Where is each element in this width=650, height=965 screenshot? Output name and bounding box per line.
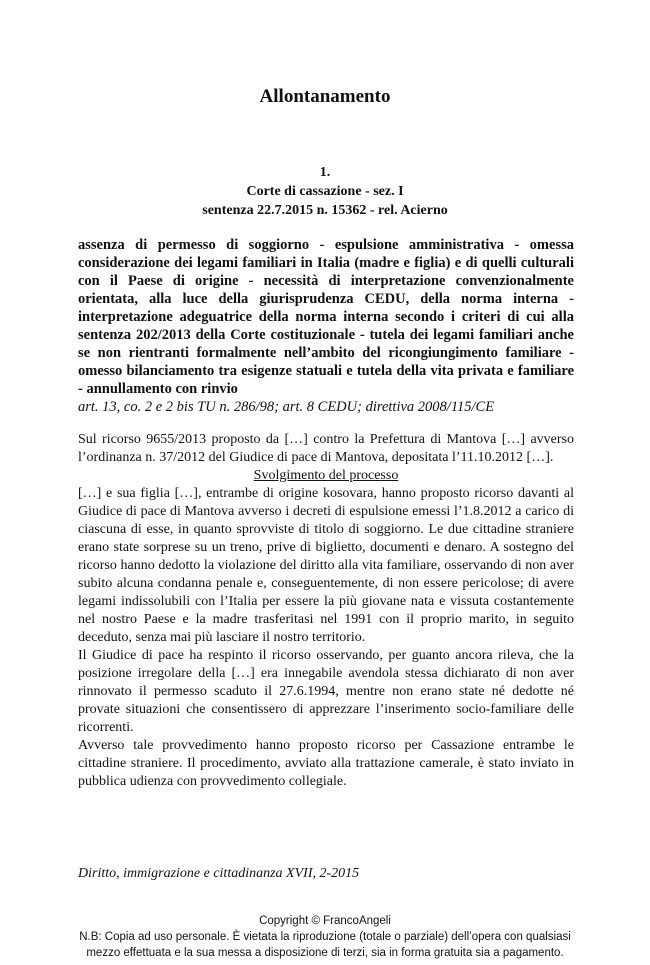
case-court: Corte di cassazione - sez. I: [246, 184, 404, 199]
decision-body: [78, 431, 574, 791]
copyright-notice: [0, 913, 650, 961]
section-title: Allontanamento: [259, 86, 391, 107]
case-header: [0, 163, 650, 220]
paragraph-judge-ruling: Il Giudice di pace ha respinto il ricorso osservando, per guanto ancora rileva, che la posizione irregolare della […] era innegabile avendola stessa dichiarato di non aver rinnovato il permesso scaduto il 27.6.1994, mentre non erano state né dedotte né provate situazioni che consentissero di apprezzare l’inserimento socio-familiare delle ricorrenti.: [78, 648, 574, 735]
intro-paragraph: Sul ricorso 9655/2013 proposto da […] contro la Prefettura di Mantova […] avverso l’ordinanza n. 37/2012 del Giudice di pace di Mantova, depositata l’11.10.2012 […].: [78, 432, 574, 465]
massima: [78, 236, 574, 416]
copyright-line: mezzo effettuata e la sua messa a disposizione di terzi, sia in forma gratuita sia a pagamento.: [86, 947, 564, 959]
paragraph-facts: […] e sua figlia […], entrambe di origine kosovara, hanno proposto ricorso davanti al Giudice di pace di Mantova avverso i decreti di espulsione emessi l’1.8.2012 a carico di ciascuna di esse, in quanto sprovviste di titolo di soggiorno. Le due cittadine straniere erano state sorprese su un treno, prive di biglietto, documenti e denaro. A sostegno del ricorso hanno dedotto la violazione del diritto alla vita familiare, osservando di non aver subito alcuna condanna penale e, conseguentemente, di non essere pericolose; di avere legami indissolubili con l’Italia per essere la più giovane nata e vissuta costantemente nel nostro Paese e la madre trasferitasi nel 1991 con il proprio marito, in seguito deceduto, senza mai più lasciare il nostro territorio.: [78, 486, 574, 645]
case-ruling: sentenza 22.7.2015 n. 15362 - rel. Acierno: [202, 203, 448, 218]
case-number: 1.: [319, 165, 331, 180]
copyright-line: Copyright © FrancoAngeli: [259, 915, 391, 927]
copyright-line: N.B: Copia ad uso personale. È vietata la riproduzione (totale o parziale) dell’opera con qualsiasi: [79, 931, 571, 943]
massima-references: art. 13, co. 2 e 2 bis TU n. 286/98; art. 8 CEDU; direttiva 2008/115/CE: [78, 399, 495, 415]
massima-keywords: assenza di permesso di soggiorno - espulsione amministrativa - omessa considerazione dei legami familiari in Italia (madre e figlia) e di quelli culturali con il Paese di origine - necessità di interpretazione convenzionalmente orientata, alla luce della giurisprudenza CEDU, della norma interna - interpretazione adeguatrice della norma interna secondo i criteri di cui alla sentenza 202/2013 della Corte costituzionale - tutela dei legami familiari anche se non rientranti formalmente nell’ambito del ricongiungimento familiare - omesso bilanciamento tra esigenze statuali e tutela della vita privata e familiare - annullamento con rinvio: [78, 237, 574, 397]
journal-footer: Diritto, immigrazione e cittadinanza XVII, 2-2015: [78, 866, 360, 881]
paragraph-appeal: Avverso tale provvedimento hanno proposto ricorso per Cassazione entrambe le cittadine straniere. Il procedimento, avviato alla trattazione camerale, è stato inviato in pubblica udienza con provvedimento collegiale.: [78, 738, 574, 789]
section-subheading: Svolgimento del processo: [253, 468, 399, 483]
